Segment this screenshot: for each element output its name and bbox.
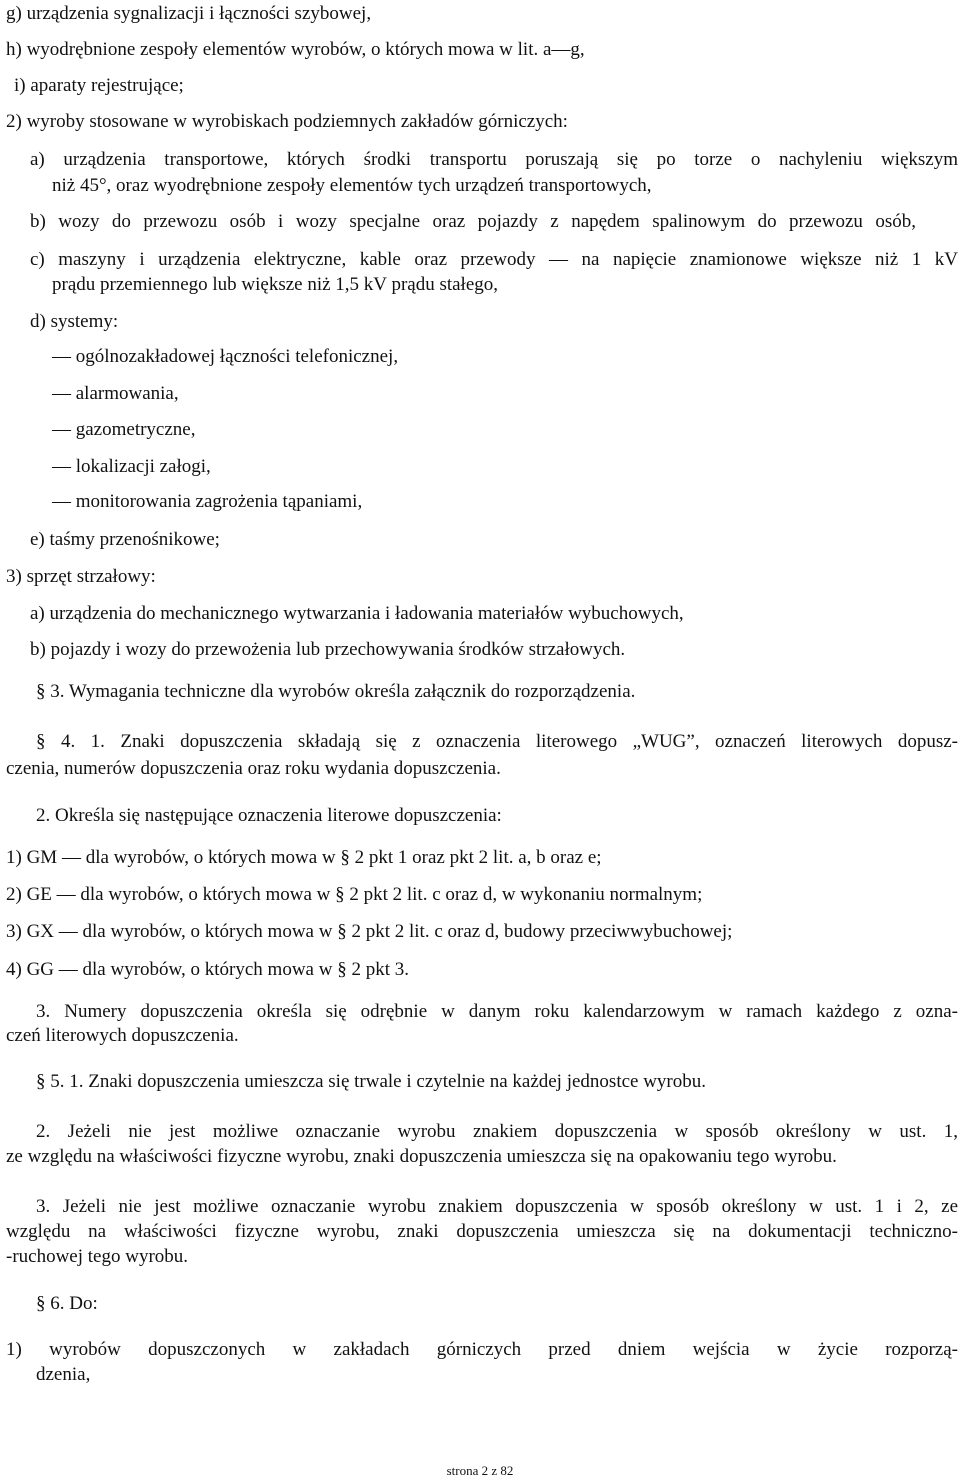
text-line: § 5. 1. Znaki dopuszczenia umieszcza się trwale i czytelnie na każdej jednostce wyrobu. <box>36 1071 707 1092</box>
text-line: e) taśmy przenośnikowe; <box>30 529 220 550</box>
text-line: 1) wyrobów dopuszczonych w zakładach górniczych przed dniem wejścia w życie rozporzą- <box>6 1339 958 1360</box>
text-line: czenia, numerów dopuszczenia oraz roku wydania dopuszczenia. <box>6 758 501 779</box>
text-line: b) pojazdy i wozy do przewożenia lub przechowywania środków strzałowych. <box>30 639 626 660</box>
text-line: g) urządzenia sygnalizacji i łączności szybowej, <box>6 3 372 24</box>
text-line: -ruchowej tego wyrobu. <box>6 1246 189 1267</box>
text-line: 2) GE — dla wyrobów, o których mowa w § 2 pkt 2 lit. c oraz d, w wykonaniu normalnym; <box>6 884 703 905</box>
text-line: i) aparaty rejestrujące; <box>14 75 184 96</box>
text-line: a) urządzenia do mechanicznego wytwarzania i ładowania materiałów wybuchowych, <box>30 603 684 624</box>
text-line: — alarmowania, <box>52 383 179 404</box>
page-footer: strona 2 z 82 <box>446 1463 514 1478</box>
text-line: 1) GM — dla wyrobów, o których mowa w § 2 pkt 1 oraz pkt 2 lit. a, b oraz e; <box>6 847 602 868</box>
text-line: c) maszyny i urządzenia elektryczne, kable oraz przewody — na napięcie znamionowe większe niż 1 kV <box>30 249 958 270</box>
text-line: b) wozy do przewozu osób i wozy specjalne oraz pojazdy z napędem spalinowym do przewozu osób, <box>30 211 916 232</box>
text-line: dzenia, <box>36 1364 91 1385</box>
text-line: 3. Jeżeli nie jest możliwe oznaczanie wyrobu znakiem dopuszczenia w sposób określony w ust. 1 i 2, ze <box>36 1196 958 1217</box>
text-line: 3) GX — dla wyrobów, o których mowa w § 2 pkt 2 lit. c oraz d, budowy przeciwwybuchowej; <box>6 921 733 942</box>
text-line: czeń literowych dopuszczenia. <box>6 1025 239 1046</box>
text-line: względu na właściwości fizyczne wyrobu, znaki dopuszczenia umieszcza się na dokumentacji techniczno- <box>6 1221 958 1242</box>
text-line: § 4. 1. Znaki dopuszczenia składają się z oznaczenia literowego „WUG”, oznaczeń literowych dopusz- <box>36 731 958 752</box>
text-line: 4) GG — dla wyrobów, o których mowa w § 2 pkt 3. <box>6 959 409 980</box>
text-line: 3. Numery dopuszczenia określa się odrębnie w danym roku kalendarzowym w ramach każdego z ozna- <box>36 1001 958 1022</box>
text-line: — monitorowania zagrożenia tąpaniami, <box>52 491 363 512</box>
text-line: 2. Jeżeli nie jest możliwe oznaczanie wyrobu znakiem dopuszczenia w sposób określony w ust. 1, <box>36 1121 958 1142</box>
text-line: 2) wyroby stosowane w wyrobiskach podziemnych zakładów górniczych: <box>6 111 568 132</box>
text-line: h) wyodrębnione zespoły elementów wyrobów, o których mowa w lit. a—g, <box>6 39 585 60</box>
text-line: 2. Określa się następujące oznaczenia literowe dopuszczenia: <box>36 805 502 826</box>
text-line: § 6. Do: <box>36 1293 98 1314</box>
text-line: — lokalizacji załogi, <box>52 456 211 477</box>
text-line: ze względu na właściwości fizyczne wyrobu, znaki dopuszczenia umieszcza się na opakowaniu tego wyrobu. <box>6 1146 837 1167</box>
text-line: d) systemy: <box>30 311 119 332</box>
text-line: — gazometryczne, <box>52 419 196 440</box>
text-line: prądu przemiennego lub większe niż 1,5 kV prądu stałego, <box>52 274 499 295</box>
text-line: § 3. Wymagania techniczne dla wyrobów określa załącznik do rozporządzenia. <box>36 681 636 702</box>
text-line: 3) sprzęt strzałowy: <box>6 566 156 587</box>
text-line: a) urządzenia transportowe, których środki transportu poruszają się po torze o nachyleniu większym <box>30 149 958 170</box>
text-line: — ogólnozakładowej łączności telefonicznej, <box>52 346 399 367</box>
text-line: niż 45°, oraz wyodrębnione zespoły elementów tych urządzeń transportowych, <box>52 175 652 196</box>
